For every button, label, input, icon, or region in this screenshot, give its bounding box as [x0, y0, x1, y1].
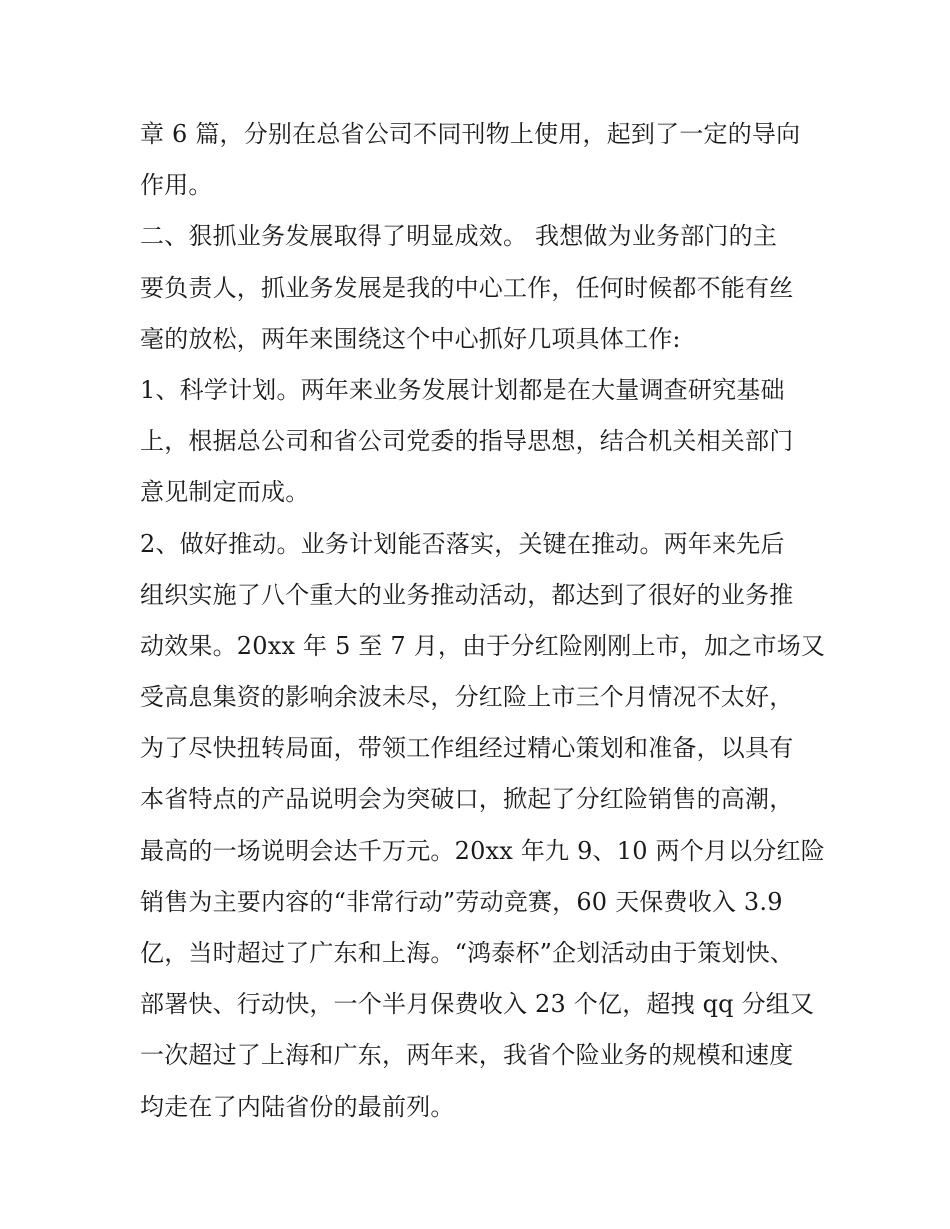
text-line: 销售为主要内容的“非常行动”劳动竞赛，60 天保费收入 3.9 — [140, 887, 783, 916]
text-line: 1、科学计划。两年来业务发展计划都是在大量调查研究基础 — [140, 375, 785, 404]
text-line: 动效果。20xx 年 5 至 7 月，由于分红险刚刚上市，加之市场又 — [140, 631, 826, 660]
text-line: 最高的一场说明会达千万元。20xx 年九 9、10 两个月以分红险 — [140, 836, 825, 865]
text-line: 本省特点的产品说明会为突破口，掀起了分红险销售的高潮， — [140, 785, 794, 814]
text-line: 毫的放松，两年来围绕这个中心抓好几项具体工作: — [140, 324, 681, 353]
text-line: 组织实施了八个重大的业务推动活动，都达到了很好的业务推 — [140, 580, 794, 609]
text-line: 一次超过了上海和广东，两年来，我省个险业务的规模和速度 — [140, 1041, 794, 1070]
text-line: 2、做好推动。业务计划能否落实，关键在推动。两年来先后 — [140, 529, 785, 558]
text-line: 亿，当时超过了广东和上海。“鸿泰杯”企划活动由于策划快、 — [140, 939, 795, 967]
text-line: 作用。 — [140, 171, 213, 200]
text-line: 二、狠抓业务发展取得了明显成效。 我想做为业务部门的主 — [140, 222, 778, 251]
document-body — [140, 109, 826, 1133]
text-line: 受高息集资的影响余波未尽，分红险上市三个月情况不太好， — [140, 683, 794, 712]
text-line: 均走在了内陆省份的最前列。 — [140, 1092, 455, 1121]
text-line: 部署快、行动快，一个半月保费收入 23 个亿，超拽 qq 分组又 — [140, 990, 815, 1019]
text-line: 为了尽快扭转局面，带领工作组经过精心策划和准备，以具有 — [140, 734, 794, 763]
text-line: 章 6 篇，分别在总省公司不同刊物上使用，起到了一定的导向 — [140, 120, 801, 148]
text-line: 上，根据总公司和省公司党委的指导思想，结合机关相关部门 — [140, 427, 794, 456]
text-line: 意见制定而成。 — [140, 478, 310, 507]
text-line: 要负责人，抓业务发展是我的中心工作，任何时候都不能有丝 — [140, 273, 794, 302]
